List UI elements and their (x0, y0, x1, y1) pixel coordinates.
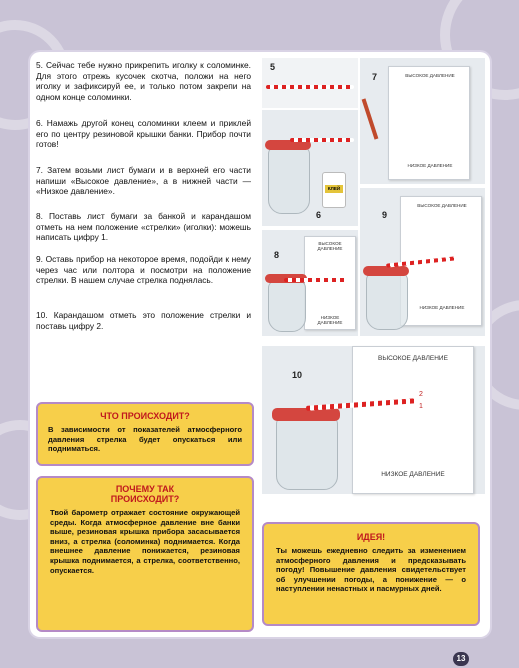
what-happens-box (36, 402, 254, 466)
high-pressure-label: ВЫСОКОЕ ДАВЛЕНИЕ (378, 355, 448, 362)
pencil (362, 98, 379, 139)
figure-7-panel (360, 58, 485, 184)
low-pressure-label: НИЗКОЕ ДАВЛЕНИЕ (381, 471, 445, 478)
high-pressure-label: ВЫСОКОЕ ДАВЛЕНИЕ (317, 241, 343, 251)
paper-sheet (388, 66, 470, 180)
box-title: ЧТО ПРОИСХОДИТ? (100, 411, 190, 421)
jar-lid (363, 266, 409, 276)
why-box (36, 476, 254, 632)
jar (276, 416, 338, 490)
box-body: Твой барометр отражает состояние окружающей среды. Когда атмосферное давление вне банки выше, резиновая крышка прибора засасывается вниз, а стрелка (соломинка) поднимается. Когда внешнее давление понижается, резиновая крышка поднимается, а стрелка, соответственно, опускается. (50, 508, 240, 575)
idea-box (262, 522, 480, 626)
glue-bottle (322, 172, 346, 208)
step-8-text: 8. Поставь лист бумаги за банкой и карандашом отметь на нем положение «стрелки» (иголки): можешь написать цифру 1. (36, 211, 251, 242)
figure-number: 6 (316, 210, 322, 220)
jar (268, 280, 306, 332)
high-pressure-label: ВЫСОКОЕ ДАВЛЕНИЕ (405, 73, 455, 78)
high-pressure-label: ВЫСОКОЕ ДАВЛЕНИЕ (417, 203, 467, 208)
figure-8-panel (262, 230, 358, 336)
box-title: ПОЧЕМУ ТАК ПРОИСХОДИТ? (110, 484, 180, 504)
step-5-text: 5. Сейчас тебе нужно прикрепить иголку к соломинке. Для этого отрежь кусочек скотча, положи на него иголку и зафиксируй ее, и только потом закрепи на одном конце соломинки. (36, 60, 251, 102)
straw (266, 85, 354, 89)
figure-number: 5 (270, 62, 276, 72)
page-number: 13 (453, 652, 469, 666)
step-10-text: 10. Карандашом отметь это положение стрелки и поставь цифру 2. (36, 310, 251, 331)
box-body: В зависимости от показателей атмосферного давления стрелка будет опускаться или подниматься. (48, 425, 242, 454)
paper-sheet (352, 346, 474, 494)
step-6-text: 6. Намажь другой конец соломинки клеем и приклей его по центру резиновой крышки банки. Прибор почти готов! (36, 118, 251, 149)
figure-number: 7 (372, 72, 378, 82)
mark-2: 2 (419, 391, 423, 398)
figure-6-panel (262, 110, 358, 226)
figure-9-panel (360, 188, 485, 336)
figure-10-panel (262, 346, 485, 494)
figure-5-panel (262, 58, 358, 108)
jar (366, 272, 408, 330)
jar (268, 146, 310, 214)
paper-sheet (304, 236, 356, 330)
step-9-text: 9. Оставь прибор на некоторое время, подойди к нему через час или полтора и посмотри на положение стрелки. В нашем случае стрелка поднялась. (36, 254, 251, 285)
figure-number: 10 (292, 370, 303, 380)
low-pressure-label: НИЗКОЕ ДАВЛЕНИЕ (419, 305, 465, 310)
step-7-text: 7. Затем возьми лист бумаги и в верхней его части напиши «Высокое давление», а в нижней части — «Низкое давление». (36, 165, 251, 196)
low-pressure-label: НИЗКОЕ ДАВЛЕНИЕ (407, 163, 453, 168)
straw (290, 138, 354, 142)
mark-1: 1 (419, 403, 423, 410)
straw (284, 278, 346, 282)
glue-label: КЛЕЙ (325, 185, 343, 193)
figure-number: 8 (274, 250, 280, 260)
low-pressure-label: НИЗКОЕ ДАВЛЕНИЕ (317, 315, 343, 325)
box-body: Ты можешь ежедневно следить за изменением атмосферного давления и предсказывать погоду! Повышение давления свидетельствует об улучшении погоды, а понижение — о наступлении ненастных и пасмурных дней. (276, 546, 466, 594)
figure-number: 9 (382, 210, 388, 220)
box-title: ИДЕЯ! (356, 532, 386, 542)
book-page (30, 52, 490, 637)
